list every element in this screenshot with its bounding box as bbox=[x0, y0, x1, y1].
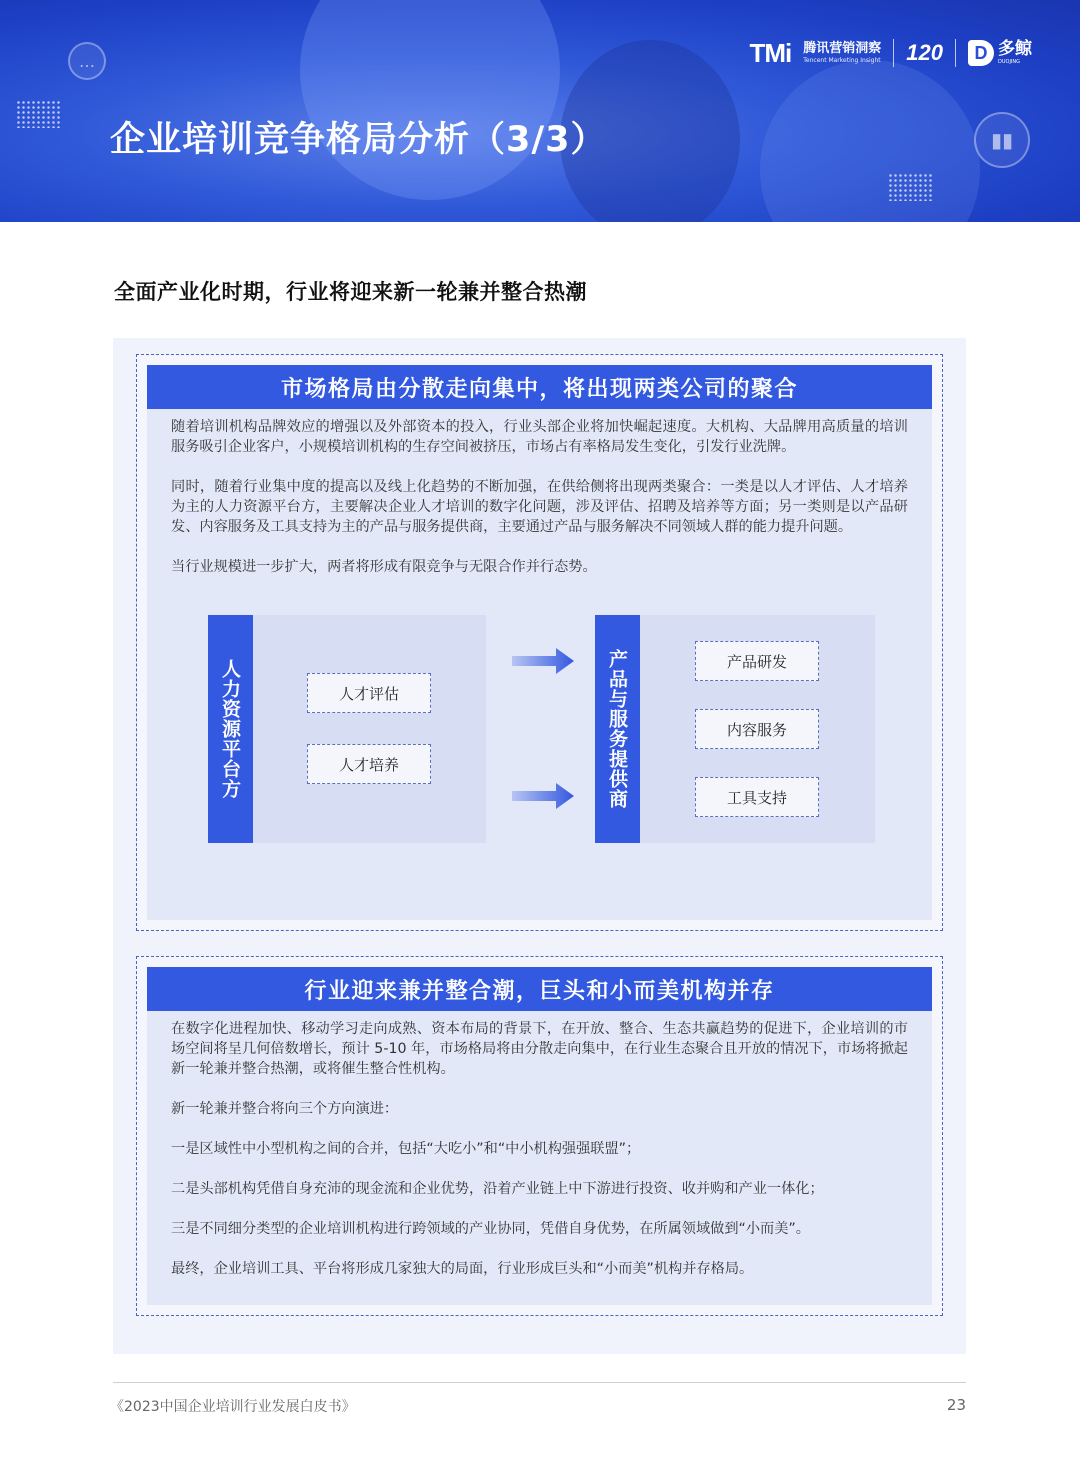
logo-divider bbox=[955, 39, 956, 67]
paragraph: 二是头部机构凭借自身充沛的现金流和企业优势，沿着产业链上中下游进行投资、收并购和产业一体化； bbox=[171, 1181, 824, 1197]
card-inner bbox=[147, 967, 932, 1305]
card-title: 市场格局由分散走向集中，将出现两类公司的聚合 bbox=[147, 365, 932, 409]
footer-divider bbox=[113, 1382, 966, 1383]
aggregation-diagram bbox=[208, 615, 876, 845]
duojing-logo bbox=[968, 40, 1032, 66]
duojing-logo-text bbox=[998, 41, 1032, 65]
tmi-logo-text bbox=[803, 42, 881, 64]
header-banner bbox=[0, 0, 1080, 222]
right-arrow-icon bbox=[512, 781, 574, 811]
paragraph: 新一轮兼并整合将向三个方向演进： bbox=[171, 1101, 399, 1117]
content-panel bbox=[113, 338, 966, 1354]
merger-integration-card bbox=[136, 956, 943, 1316]
diagram-item-tool-support: 工具支持 bbox=[695, 777, 819, 817]
chat-icon: … bbox=[68, 42, 106, 80]
right-arrow-icon bbox=[512, 646, 574, 676]
header-logos bbox=[750, 36, 1033, 70]
page-title: 企业培训竞争格局分析（3/3） bbox=[110, 120, 607, 160]
diagram-item-content-service: 内容服务 bbox=[695, 709, 819, 749]
banner-dot-grid bbox=[888, 173, 934, 201]
paragraph: 在数字化进程加快、移动学习走向成熟、资本布局的背景下，在开放、整合、生态共赢趋势的促进下，企业培训的市场空间将呈几何倍数增长，预计 5-10 年，市场格局将由分散走向集中，在行业生态聚合且开放的情况下，市场将掀起新一轮兼并整合热潮，或将催生整合性机构。 bbox=[171, 1021, 908, 1077]
diagram-item-product-rd: 产品研发 bbox=[695, 641, 819, 681]
card-body bbox=[147, 1011, 932, 1279]
hr-platform-label: 人力资源平台方 bbox=[208, 615, 253, 843]
diagram-item-talent-training: 人才培养 bbox=[307, 744, 431, 784]
tmi-logo-cn: 腾讯营销洞察 bbox=[803, 41, 882, 56]
tmi-logo: TMi bbox=[749, 37, 792, 68]
paragraph: 当行业规模进一步扩大，两者将形成有限竞争与无限合作并行态势。 bbox=[171, 559, 597, 575]
duojing-logo-cn: 多鲸 bbox=[998, 39, 1032, 59]
banner-dot-grid bbox=[16, 100, 62, 128]
logo-divider bbox=[893, 39, 894, 67]
product-service-label: 产品与服务提供商 bbox=[595, 615, 640, 843]
tmi-logo-en: Tencent Marketing Insight bbox=[803, 57, 881, 64]
books-icon: ▮▮ bbox=[974, 112, 1030, 168]
footer-source: 《2023中国企业培训行业发展白皮书》 bbox=[110, 1399, 356, 1415]
paragraph: 随着培训机构品牌效应的增强以及外部资本的投入，行业头部企业将加快崛起速度。大机构、大品牌用高质量的培训服务吸引企业客户，小规模培训机构的生存空间被挤压，市场占有率格局发生变化，引发行业洗牌。 bbox=[171, 419, 908, 455]
paragraph: 一是区域性中小型机构之间的合并，包括“大吃小”和“中小机构强强联盟”； bbox=[171, 1141, 641, 1157]
duojing-logo-mark: D bbox=[968, 40, 994, 66]
banner-glow bbox=[300, 0, 560, 200]
banner-glow bbox=[760, 57, 980, 222]
diagram-item-talent-assessment: 人才评估 bbox=[307, 673, 431, 713]
paragraph: 最终，企业培训工具、平台将形成几家独大的局面，行业形成巨头和“小而美”机构并存格局。 bbox=[171, 1261, 754, 1277]
page-number: 23 bbox=[946, 1396, 966, 1414]
card-inner bbox=[147, 365, 932, 920]
card-title: 行业迎来兼并整合潮，巨头和小而美机构并存 bbox=[147, 967, 932, 1011]
hr-platform-box bbox=[208, 615, 486, 843]
paragraph: 同时，随着行业集中度的提高以及线上化趋势的不断加强，在供给侧将出现两类聚合：一类是以人才评估、人才培养为主的人力资源平台方，主要解决企业人才培训的数字化问题，涉及评估、招聘及培养等方面；另一类则是以产品研发、内容服务及工具支持为主的产品与服务提供商，主要通过产品与服务解决不同领域人群的能力提升问题。 bbox=[171, 479, 908, 535]
anniversary-logo: 120 bbox=[906, 40, 943, 65]
section-heading: 全面产业化时期，行业将迎来新一轮兼并整合热潮 bbox=[114, 280, 587, 304]
card-body bbox=[147, 409, 932, 577]
duojing-logo-en: DUOJING bbox=[998, 59, 1021, 65]
paragraph: 三是不同细分类型的企业培训机构进行跨领域的产业协同，凭借自身优势，在所属领域做到“小而美”。 bbox=[171, 1221, 810, 1237]
market-concentration-card bbox=[136, 354, 943, 931]
product-service-box bbox=[595, 615, 875, 843]
